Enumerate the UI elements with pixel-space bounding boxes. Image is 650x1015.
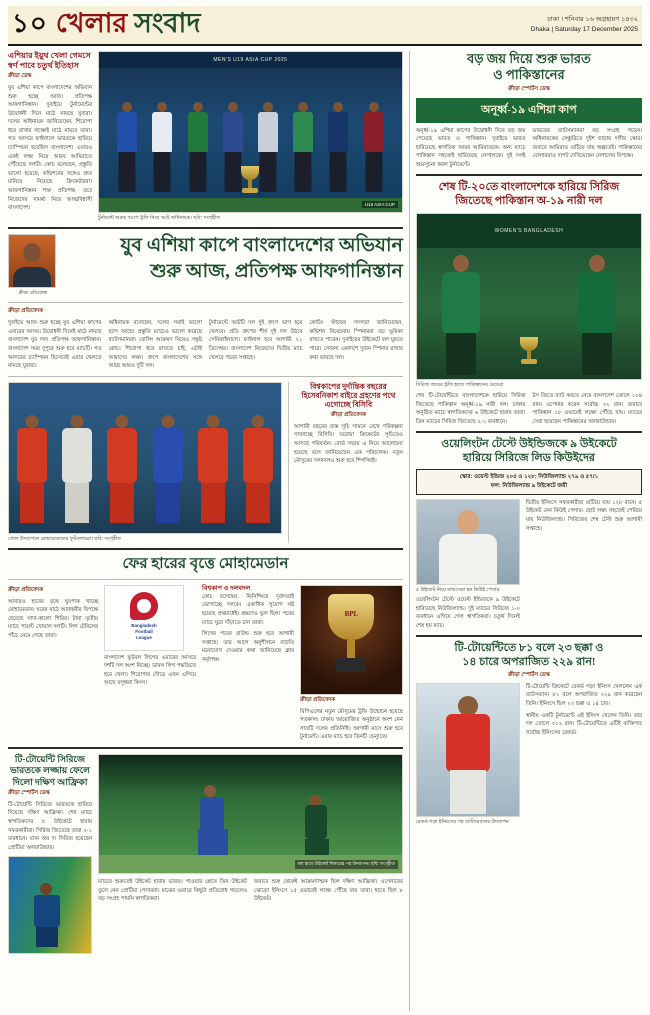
player-legs [365,152,382,192]
player-head-icon [298,102,308,112]
player-figure [185,102,211,198]
team-photo [98,51,403,213]
right-lead-headline-line2: ও পাকিস্তানের [493,67,565,83]
wellington-text-col [526,499,642,631]
mohammedan-subhead: বিশ্বকাপ ও দলবদল [202,584,251,592]
right-lead-body1: অনূর্ধ্ব-১৯ এশিয়া কাপের উদ্বোধনী দিনে বড় জয় পেয়েছে ভারত ও পাকিস্তান। দুবাইয়ে ভারত হারিয়েছে স্বাগতিক আরব আমিরাতকে। অন্য ম্যাচে পাকিস্তান সহজেই হারিয়েছে নেপালকে। দুই দলই শুভসূচনা করল টুর্নামেন্টে। [415,127,526,168]
keeper-photo [416,499,520,585]
team-photo-badge: U19 ASIA CUP [362,201,398,208]
face-icon [457,510,479,534]
mohammedan-byline: ক্রীড়া প্রতিবেদক [8,586,44,593]
wellington-photo-col [416,499,520,631]
top-row [8,51,403,222]
main-story-byline: ক্রীড়া প্রতিবেদক [8,308,44,315]
main-story-columns [8,319,403,370]
wellington-caption: ৫ উইকেট নিয়ে ম্যাচসেরা হন কিউই পেসার [415,586,500,593]
player-legs [295,152,312,192]
bpl-kicker: ক্রীড়া প্রতিবেদক [300,696,336,703]
player-figure [290,102,316,198]
footballer-figure [148,413,188,523]
action-photo [98,754,403,874]
women-photo-banner: WOMEN'S BANGLADESH [417,214,641,248]
player-legs [330,152,347,192]
bfl-body: বাংলাদেশ ফুটবল লিগের এবারের আসরে দশটি দল অংশ নিচ্ছে। ডাবল লিগ পদ্ধতিতে হবে খেলা। শিরোপার দৌড়ে এখন এগিয়ে আছে বসুন্ধরা কিংস। [104,654,196,687]
south-africa-photo [8,856,92,954]
columnist-name: ক্রীড়া প্রতিবেদক [18,290,48,296]
bowler-figure [196,785,242,857]
bottom-mid-columns [98,878,403,904]
player-head-icon [193,102,203,112]
trophy-icon [237,166,263,200]
record-headline-line2: ১৪ চারে অপরাজিত ২২৯ রান! [462,656,596,669]
wellington-headline-line2: হারিয়ে সিরিজে লিড কিউইদের [462,452,595,465]
divider [416,174,642,176]
wellington-body2: দ্বিতীয় ইনিংসে সফরকারীরা গুটিয়ে যায় ১২৮ রানে। ৫ উইকেট নেন কিউই পেসার। ছোট লক্ষ্য সহজেই পেরিয়ে যায় নিউজিল্যান্ড। সিরিজের শেষ টেস্ট শুরু আগামী সপ্তাহে। [525,499,642,532]
women-body2: টস জিতে ব্যাট করতে নেমে বাংলাদেশ তোলে ১০৪ রান। ওপেনার করেন সর্বোচ্চ ৩২ রান। জবাবে পাকিস্তান ১৮ ওভারেই লক্ষ্যে পৌঁছে যায়। ম্যাচের সেরা হয়েছেন পাকিস্তানের অলরাউন্ডার। [532,393,643,425]
footballer-figure [102,413,142,523]
record-body1: টি-টোয়েন্টি ক্রিকেটে রেকর্ড গড়া ইনিংস খেললেন এক ব্যাটসম্যান। ৮১ বলে অপরাজিত ২২৯ রান করেছেন তিনি। ইনিংসে ছিল ২৩ ছক্কা ও ১৪ চার। [525,683,642,708]
footballer-figure [238,413,278,523]
footballer-figure [12,413,52,523]
team-photo-caption: টুর্নামেন্ট শুরুর আগে ট্রফি নিয়ে আট অধিনায়ক। ছবি: সংগৃহীত [98,215,220,221]
divider [8,376,403,377]
bottom-mid-body2: জবাবে শুরু থেকেই আক্রমণাত্মক ছিল দক্ষিণ আফ্রিকা। ওপেনারের ঝোড়ো ইনিংসে ১৫ ওভারেই লক্ষ্যে পৌঁছে যায় তারা। হাতে ছিল ৮ উইকেট। [253,879,403,903]
main-story-col3: টুর্নামেন্টে আটটি দল দুই গ্রুপে ভাগ হয়ে খেলবে। প্রতি গ্রুপের শীর্ষ দুই দল উঠবে সেমিফাইনালে। ফাইনাল হবে আগামী ২১ ডিসেম্বর। বাংলাদেশ নিজেদের দ্বিতীয় ম্যাচ খেলবে পরের সপ্তাহে। [208,320,303,361]
bottom-row [8,754,403,954]
columnist-block [8,234,58,297]
player-head-icon [122,102,132,112]
asia-cup-band: অনূর্ধ্ব-১৯ এশিয়া কাপ [416,98,642,123]
player-head-icon [204,785,216,797]
masthead-title [56,3,201,48]
masthead-title-part2: সংবাদ [134,7,201,38]
women-player-figure [569,255,625,373]
divider [416,431,642,433]
wellington-row [416,499,642,631]
mohammedan-body2: কোচ বলেছেন, ফিনিশিংয়ে দুর্বলতাই ভোগাচ্ছে দলকে। একাধিক সুযোগ নষ্ট হয়েছে প্রথমার্ধেই। রক্ষণেও ভুল ছিল। পরের ম্যাচে ঘুরে দাঁড়াতে চান তারা। [202,593,294,626]
player-head-icon [161,415,174,428]
player-head-icon [252,415,265,428]
sidebar-box [288,382,403,543]
divider [8,548,403,550]
right-lead-columns [416,127,642,170]
bpl-trophy-text: BPL [344,609,359,618]
record-caption: রেকর্ড গড়া ইনিংসের পর ব্যাটসম্যানের উদযাপন [415,818,509,825]
player-head-icon [369,102,379,112]
player-torso [364,112,384,152]
player-head-icon [116,415,129,428]
divider [8,747,403,749]
mohammedan-col1 [8,585,98,742]
top-small-story [8,51,92,222]
main-headline-row [8,234,403,297]
player-head-icon [70,415,83,428]
celebration-row [8,382,403,543]
women-cricket-photo [416,213,642,380]
right-lead-byline: ক্রীড়া স্পোর্টস ডেস্ক [508,85,550,92]
page-number: ১০ [12,9,48,38]
bfl-logo-line2: Football [135,628,153,634]
player-figure [325,102,351,198]
masthead-title-part1: খেলার [55,7,128,38]
cricketer-figure [32,883,62,947]
bfl-logo-mark-icon [130,592,158,620]
mohammedan-row [8,585,403,742]
wellington-scorebox [416,469,642,495]
player-torso [258,112,278,152]
wellington-headline-line1: ওয়েলিংটন টেস্টে উইন্ডিজকে ৯ উইকেটে [441,438,617,451]
player-figure [114,102,140,198]
main-story-col2: অধিনায়ক বলেছেন, দলের সবাই ভালো ছন্দে আছে। প্রস্তুতি ম্যাচেও ভালো করেছে ব্যাটসম্যানরা। বোলিং আক্রমণ নিয়েও সন্তুষ্ট কোচ। শিরোপা ধরে রাখতে চাই, এটাই আমাদের লক্ষ্য। গ্রুপে বাংলাদেশের সঙ্গে আছে আরও দুটি দল। [108,320,202,370]
player-head-icon [25,415,38,428]
main-story-col1: দুবাইয়ে আজ শুরু হচ্ছে যুব এশিয়া কাপের এবারের আসর। উদ্বোধনী দিনেই মাঠে নামছে বাংলাদেশ যুব দল। প্রতিপক্ষ আফগানিস্তান। বাংলাদেশ সময় দুপুরে শুরু হবে ম্যাচটি। গত আসরের চ্যাম্পিয়ন হিসেবেই এবার খেলতে নামছে যুবারা। [8,320,102,370]
bpl-body: বিপিএলের নতুন মৌসুমের ট্রফি উন্মোচন হয়েছে গতকাল। ঢাকায় আয়োজিত অনুষ্ঠানে অংশ নেন সাতটি দলের প্রতিনিধি। আগামী মাসে শুরু হবে টুর্নামেন্ট। এবার ম্যাচ হবে তিনটি ভেন্যুতে। [300,708,403,741]
bottom-left-body: টি-টোয়েন্টি সিরিজে ভারতকে হারিয়ে দিয়েছে দক্ষিণ আফ্রিকা। শেষ ম্যাচে স্বাগতিকদের ৮ উইকেটে হারায় সফরকারীরা। সিরিজ জিতেছে তারা ২-১ ব্যবধানে। ম্যান অব দ্য সিরিজ হয়েছেন প্রোটিয়া অলরাউন্ডার। [8,801,92,851]
player-head-icon [589,255,605,272]
divider [8,302,403,303]
player-head-icon [157,102,167,112]
wellington-score-line2: ফল: নিউজিল্যান্ড ৯ উইকেটে জয়ী [490,482,568,489]
top-story-byline: ক্রীড়া ডেস্ক [8,73,32,79]
player-figure [149,102,175,198]
masthead [8,6,642,46]
masthead-date-bangla: ঢাকা । শনিবার ১৬ অগ্রহায়ণ ১৪৩২ [547,16,638,24]
page-content [8,51,642,1011]
team-photo-wrap [98,51,403,222]
player-figure [361,102,387,198]
grass-strip [99,198,402,212]
player-torso [328,112,348,152]
bottom-mid-body1: ম্যাচের শুরুতেই উইকেট হারায় ভারত। পাওয়ার প্লেতে তিন উইকেট তুলে নেন প্রোটিয়া পেসাররা। মাঝের ওভারে কিছুটা প্রতিরোধ গড়লেও বড় সংগ্রহ পায়নি স্বাগতিকরা। [98,879,247,903]
player-torso [188,112,208,152]
player-head-icon [333,102,343,112]
player-legs [154,152,171,192]
record-byline: ক্রীড়া স্পোর্টস ডেস্ক [508,671,550,678]
record-headline-line1: টি-টোয়েন্টিতে ৮১ বলে ২৩ ছক্কা ও [454,642,604,655]
main-headline-line2: শুরু আজ, প্রতিপক্ষ আফগানিস্তান [150,261,403,282]
bottom-mid [98,754,403,954]
bottom-left-story [8,754,92,954]
player-head-icon [40,883,52,895]
player-head-icon [228,102,238,112]
top-story-headline: এশিয়ার ইয়ুথ খেলা গেমসে স্বর্ণ পাবে চতুর্থ ইতিহাস [8,51,91,70]
player-head-icon [453,255,469,272]
top-story-body: যুব এশিয়া কাপে বাংলাদেশের অভিযান শুরু হচ্ছে আজ। প্রতিপক্ষ আফগানিস্তান। দুবাইয়ে টুর্নামেন্টের উদ্বোধনী দিনে মাঠে নামছে যুবারা। দলের অধিনায়ক জানিয়েছেন, শিরোপা ধরে রাখার লক্ষ্যেই মাঠে নামবে তারা। গত আসরে ফাইনালে ভারতকে হারিয়ে চ্যাম্পিয়ন হয়েছিল বাংলাদেশ। এবারও একই লক্ষ্য নিয়ে আরব আমিরাতে পৌঁছেছে দলটি। কোচ বলেছেন, প্রস্তুতি ভালো হয়েছে, কন্ডিশনের সঙ্গেও দ্রুত মানিয়ে নিয়েছে ক্রিকেটাররা। আফগানিস্তান শক্ত প্রতিপক্ষ, তবে নিজেদের সামর্থ্য নিয়ে আত্মবিশ্বাসী বাংলাদেশ। [8,85,92,212]
player-legs [119,152,136,192]
masthead-date [531,15,642,35]
mohammedan-body3: লিগের পরের রাউন্ড শুরু হবে আগামী সপ্তাহে। তার আগে অনুশীলনে বাড়তি মনোযোগ দেওয়ার কথা জানিয়েছে ক্লাব কর্তৃপক্ষ। [202,631,294,663]
mohammedan-col3 [202,585,294,742]
team-photo-banner: MEN'S U19 ASIA CUP 2025 [99,52,402,68]
player-head-icon [458,696,478,716]
main-headline [64,234,403,284]
bottom-left-byline: ক্রীড়া স্পোর্টস ডেস্ক [8,789,50,796]
wellington-body1: ওয়েলিংটন টেস্টে ওয়েস্ট ইন্ডিজকে ৯ উইকেটে হারিয়েছে নিউজিল্যান্ড। দুই ম্যাচের সিরিজে ১-০ ব্যবধানে এগিয়ে গেল স্বাগতিকরা। চতুর্থ দিনেই শেষ হয় ম্যাচ। [415,597,520,629]
record-text-col [526,683,642,826]
mohammedan-col2 [104,585,196,742]
celebration-photo-wrap [8,382,282,543]
keeper-torso [439,534,497,584]
women-headline-line1: শেষ টি-২০তে বাংলাদেশকে হারিয়ে সিরিজ [438,181,620,194]
footballer-figure [193,413,233,523]
shoulders-shape [13,267,51,287]
player-legs [189,152,206,192]
bfl-logo-line1: Bangladesh [131,622,157,628]
bfl-logo-line3: League [136,634,152,640]
player-torso [117,112,137,152]
sidebar-box-byline: ক্রীড়া প্রতিবেদক [330,411,366,418]
record-body2: স্থানীয় একটি টুর্নামেন্টে এই ইনিংস খেলেন তিনি। তার দল তোলে ৩১২ রান। টি-টোয়েন্টিতে এটিই ব্যক্তিগত সর্বোচ্চ ইনিংসের রেকর্ড। [525,712,642,736]
columnist-photo [8,234,56,288]
celebration-photo [8,382,282,534]
divider [416,635,642,637]
women-photo-caption: সিরিজ জয়ের ট্রফি হাতে পাকিস্তানের মেয়েরা [415,381,504,388]
celebration-players [9,413,281,523]
mohammedan-body1: আবারও হারের বৃত্তে ঘুরপাক খাচ্ছে মোহামেডান। ঘরের মাঠে আবাহনীর বিপক্ষে হেরেছে সাদা-কালো শিবির। টানা তৃতীয় ম্যাচে পয়েন্ট খোয়াল দলটি। লিগ টেবিলের পাঁচে নেমে গেছে তারা। [8,598,98,640]
batsman-figure [301,795,335,857]
player-torso [152,112,172,152]
sidebar-box-body: আগামী বছরের ব্যস্ত সূচি সামনে রেখে পরিকল্পনা সাজাচ্ছে বিসিবি। ঘরোয়া ক্রিকেটের সূচিতেও আসছে পরিবর্তন। বোর্ড সভায় এ নিয়ে আলোচনা হয়েছে বলে জানিয়েছেন এক পরিচালক। নতুন মৌসুমের দলবদলও শুরু হবে শিগগিরই। [294,423,403,465]
bpl-trophy-photo [300,585,403,695]
record-photo-col [416,683,520,826]
masthead-date-english: Dhaka | Saturday 17 December 2025 [530,26,638,33]
celebration-caption: গোল উদযাপনে মোহামেডানের ফুটবলাররা। ছবি: সংগৃহীত [8,535,121,542]
right-section [409,51,642,1011]
women-body1: শেষ টি-টোয়েন্টিতে বাংলাদেশকে হারিয়ে সিরিজ জিতেছে পাকিস্তান অনূর্ধ্ব-১৯ নারী দল। ঢাকায় অনুষ্ঠিত ম্যাচে স্বাগতিকদের ৬ উইকেটে হারায় তারা। তিন ম্যাচের সিরিজ জিতেছে ২-১ ব্যবধানে। [415,393,526,425]
bpl-trophy-icon [325,594,377,686]
women-player-figure [433,255,489,373]
face-icon [24,243,41,262]
player-torso [293,112,313,152]
bfl-logo [104,585,184,651]
player-torso [223,112,243,152]
record-row [416,683,642,826]
left-section [8,51,403,1011]
trophy-icon [516,337,542,371]
right-lead-body2: ভারতের ব্যাটসম্যানরা বড় সংগ্রহ গড়েন। অধিনায়কের সেঞ্চুরিতে দুইশ ছাড়ায় দলীয় স্কোর। জবাবে আমিরাত গুটিয়ে যায় অল্পতেই। পাকিস্তানের বোলাররাও দাপট দেখিয়েছেন নেপালের বিপক্ষে। [532,127,643,160]
player-head-icon [263,102,273,112]
bpl-col [300,585,403,742]
women-headline-line2: জিতেছে পাকিস্তান অ-১৯ নারী দল [455,195,603,208]
women-columns [416,392,642,426]
wellington-score-line1: স্কোর: ওয়েস্ট ইন্ডিজ ২০৫ ও ১২৮; নিউজিল্যান্ড ২৭৯ ও ৫৭/১ [459,473,599,480]
sidebar-box-headline: বিশ্বকাপের দুর্দান্তিক বছরের হিসেবনিকাশ বাইরে গ্রহণের পথে এগোচ্ছে বিসিবি [301,381,396,410]
footballer-figure [57,413,97,523]
divider [8,579,403,580]
player-head-icon [206,415,219,428]
mohammedan-headline: ফের হারের বৃত্তে মোহামেডান [122,555,289,572]
right-lead-headline-line1: বড় জয় দিয়ে শুরু ভারত [467,51,591,66]
divider [8,227,403,229]
record-batsman-photo [416,683,520,817]
main-headline-line1: যুব এশিয়া কাপে বাংলাদেশের অভিযান [120,235,403,257]
bottom-left-headline: টি-টোয়েন্টি সিরিজে ভারতকে লজ্জায় ফেলে দিলো দক্ষিণ আফ্রিকা [9,754,91,787]
main-story-col4: কোচিং স্টাফের সদস্যরা জানিয়েছেন, কন্ডিশন বিবেচনায় স্পিনাররা বড় ভূমিকা রাখতে পারেন। দুবাইয়ের উইকেটে বল ঘুরতে পারে। সেজন্য একাদশে দুজন স্পিনার রাখার কথা ভাবছে দল। [309,320,403,361]
action-photo-caption-badge: বল হাতে উইকেট শিকারের পর উদযাপন। ছবি: সংগৃহীত [295,860,398,869]
